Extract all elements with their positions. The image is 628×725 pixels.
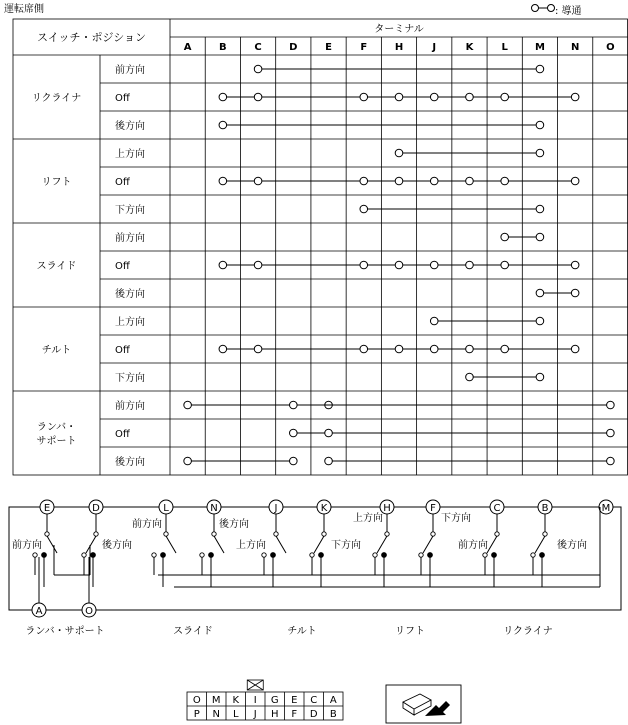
connector-pin-H: H <box>270 709 279 720</box>
switch-lever <box>166 536 176 553</box>
connector-pin-B: B <box>329 709 337 720</box>
switch-contact-open <box>262 553 266 557</box>
continuity-dot <box>430 177 438 185</box>
row-label: 前方向 <box>115 233 145 244</box>
row-label: 前方向 <box>115 401 145 412</box>
switch-contact-open <box>373 553 377 557</box>
continuity-dot <box>254 177 262 185</box>
continuity-dot <box>571 93 579 101</box>
terminal-E-label: E <box>43 503 51 514</box>
group-label: チルト <box>287 626 317 637</box>
continuity-dot <box>219 121 227 129</box>
connector-pin-K: K <box>232 695 240 706</box>
direction-label: 上方向 <box>353 513 383 524</box>
connector-diagram <box>187 680 461 723</box>
terminal-A-label: A <box>35 606 43 617</box>
continuity-dot <box>360 205 368 213</box>
continuity-dot <box>360 177 368 185</box>
continuity-dot <box>466 373 474 381</box>
continuity-dot <box>607 429 615 437</box>
terminal-header-H: H <box>394 42 404 53</box>
terminal-K-label: K <box>320 503 328 514</box>
switch-lever <box>214 536 224 553</box>
continuity-dot <box>254 65 262 73</box>
switch-lever <box>535 536 545 553</box>
group-label: リフト <box>41 177 72 188</box>
continuity-dot <box>360 93 368 101</box>
continuity-dot <box>254 261 262 269</box>
switch-contact-closed <box>161 553 166 558</box>
connector-pin-F: F <box>291 709 298 720</box>
switch-contact-closed <box>492 553 497 558</box>
connector-pin-O: O <box>192 695 201 706</box>
terminal-C-label: C <box>493 503 501 514</box>
direction-label: 後方向 <box>219 519 249 530</box>
row-label: Off <box>115 429 130 440</box>
row-label: 下方向 <box>115 373 145 384</box>
continuity-dot <box>571 289 579 297</box>
switch-lever <box>487 536 497 553</box>
row-label: Off <box>115 93 130 104</box>
terminal-N-label: N <box>210 503 218 514</box>
terminal-header-J: J <box>432 42 437 53</box>
connector-pin-P: P <box>193 709 200 720</box>
switch-pivot <box>322 532 326 536</box>
direction-label: 下方向 <box>441 513 471 524</box>
continuity-dot <box>501 261 509 269</box>
terminal-header-B: B <box>219 42 227 53</box>
group-label: サポート <box>36 436 77 447</box>
group-label: チルト <box>41 345 72 356</box>
connector-pin-N: N <box>212 709 220 720</box>
switch-contact-closed <box>382 553 387 558</box>
terminal-header-A: A <box>183 42 192 53</box>
terminal-F-label: F <box>430 503 436 514</box>
switch-lever <box>314 536 324 553</box>
continuity-dot <box>219 261 227 269</box>
continuity-dot <box>395 149 403 157</box>
switch-pivot <box>431 532 435 536</box>
continuity-dot <box>325 429 333 437</box>
legend-label: : 導通 <box>555 6 582 17</box>
row-label: 後方向 <box>115 457 145 468</box>
continuity-dot <box>536 121 544 129</box>
continuity-dot <box>536 65 544 73</box>
continuity-dot <box>430 345 438 353</box>
switch-pivot <box>495 532 499 536</box>
schematic-frame <box>9 507 621 610</box>
group-label: リクライナ <box>31 93 82 104</box>
switch-lever <box>86 536 96 553</box>
switch-contact-open <box>82 553 86 557</box>
switch-lever <box>47 536 57 553</box>
row-label: 後方向 <box>115 289 145 300</box>
continuity-dot <box>536 205 544 213</box>
connector-pin-J: J <box>253 709 257 720</box>
continuity-dot <box>219 345 227 353</box>
terminal-B-label: B <box>541 503 549 514</box>
continuity-dot <box>430 317 438 325</box>
group-label: リクライナ <box>503 626 553 637</box>
continuity-dot <box>501 177 509 185</box>
switch-contact-closed <box>428 553 433 558</box>
row-label: Off <box>115 261 130 272</box>
position-column-header: スイッチ・ポジション <box>36 31 147 44</box>
page-title: 運転席側 <box>4 4 44 15</box>
switch-lever <box>276 536 286 553</box>
continuity-dot <box>536 289 544 297</box>
switch-pivot <box>543 532 547 536</box>
switch-pivot <box>212 532 216 536</box>
connector-pin-L: L <box>232 709 239 720</box>
terminal-D-label: D <box>92 503 100 514</box>
terminal-header-C: C <box>254 42 262 53</box>
continuity-dot <box>571 261 579 269</box>
continuity-dot <box>466 93 474 101</box>
continuity-dot <box>607 457 615 465</box>
group-label: スライド <box>173 626 213 637</box>
continuity-dot <box>430 93 438 101</box>
terminal-header-D: D <box>289 42 298 53</box>
switch-pivot <box>385 532 389 536</box>
direction-label: 後方向 <box>102 540 132 551</box>
continuity-dot <box>360 345 368 353</box>
continuity-table <box>13 19 628 475</box>
continuity-dot <box>184 457 192 465</box>
row-label: 上方向 <box>115 149 145 160</box>
switch-contact-closed <box>91 553 96 558</box>
terminal-H-label: H <box>383 503 391 514</box>
continuity-dot <box>536 317 544 325</box>
continuity-dot <box>501 233 509 241</box>
direction-label: 前方向 <box>458 540 488 551</box>
row-label: 前方向 <box>115 65 145 76</box>
group-label: スライド <box>36 261 77 272</box>
switch-pivot <box>274 532 278 536</box>
continuity-dot <box>430 261 438 269</box>
switch-pivot <box>94 532 98 536</box>
terminal-header-E: E <box>325 42 332 53</box>
continuity-dot <box>254 93 262 101</box>
switch-pivot <box>164 532 168 536</box>
row-label: 後方向 <box>115 121 145 132</box>
switch-contact-open <box>483 553 487 557</box>
terminal-M-label: M <box>601 503 611 514</box>
continuity-dot <box>290 429 298 437</box>
switch-contact-open <box>310 553 314 557</box>
row-label: 下方向 <box>115 205 145 216</box>
row-label: 上方向 <box>115 317 145 328</box>
continuity-dot <box>395 177 403 185</box>
terminal-header-K: K <box>465 42 474 53</box>
continuity-dot <box>219 93 227 101</box>
switch-contact-open <box>531 553 535 557</box>
direction-label: 下方向 <box>331 540 361 551</box>
continuity-dot <box>536 233 544 241</box>
continuity-dot <box>501 93 509 101</box>
continuity-dot <box>571 345 579 353</box>
continuity-dot <box>290 457 298 465</box>
table-border <box>13 19 628 475</box>
switch-contact-open <box>152 553 156 557</box>
continuity-dot <box>536 149 544 157</box>
group-label: リフト <box>395 626 425 637</box>
switch-contact-closed <box>209 553 214 558</box>
continuity-dot <box>219 177 227 185</box>
continuity-dot <box>395 93 403 101</box>
continuity-dot <box>184 401 192 409</box>
switch-contact-open <box>33 553 37 557</box>
terminal-column-header: ターミナル <box>374 24 424 35</box>
switch-lever <box>377 536 387 553</box>
continuity-dot <box>395 345 403 353</box>
row-label: Off <box>115 177 130 188</box>
direction-label: 上方向 <box>236 540 266 551</box>
terminal-J-label: J <box>274 503 278 514</box>
terminal-header-O: O <box>606 42 615 53</box>
direction-label: 前方向 <box>132 519 162 530</box>
direction-label: 後方向 <box>557 540 587 551</box>
continuity-dot <box>466 261 474 269</box>
switch-pivot <box>45 532 49 536</box>
row-label: Off <box>115 345 130 356</box>
connector-pin-C: C <box>310 695 318 706</box>
terminal-header-M: M <box>534 42 545 53</box>
connector-pin-M: M <box>211 695 221 706</box>
group-label: ランバ・サポート <box>25 626 105 637</box>
switch-contact-closed <box>42 553 47 558</box>
connector-pin-A: A <box>329 695 337 706</box>
switch-contact-closed <box>319 553 324 558</box>
switch-contact-open <box>200 553 204 557</box>
connector-pin-E: E <box>291 695 298 706</box>
continuity-dot <box>607 401 615 409</box>
terminal-header-L: L <box>501 42 508 53</box>
switch-lever <box>423 536 433 553</box>
continuity-dot <box>360 261 368 269</box>
terminal-header-F: F <box>360 42 368 53</box>
continuity-dot <box>501 345 509 353</box>
continuity-dot <box>254 345 262 353</box>
switch-contact-closed <box>540 553 545 558</box>
switch-contact-open <box>419 553 423 557</box>
continuity-dot <box>395 261 403 269</box>
switch-schematic <box>9 500 621 637</box>
continuity-dot <box>290 401 298 409</box>
continuity-dot <box>325 457 333 465</box>
terminal-header-N: N <box>570 42 580 53</box>
continuity-dot <box>571 177 579 185</box>
direction-label: 前方向 <box>12 540 42 551</box>
continuity-dot <box>536 373 544 381</box>
terminal-L-label: L <box>163 503 169 514</box>
connector-pin-I: I <box>253 695 257 706</box>
connector-pin-D: D <box>309 709 318 720</box>
connector-pin-G: G <box>270 695 279 706</box>
continuity-dot <box>466 345 474 353</box>
continuity-dot <box>466 177 474 185</box>
switch-contact-closed <box>271 553 276 558</box>
group-label: ランバ・ <box>36 422 77 433</box>
terminal-O-label: O <box>85 606 93 617</box>
